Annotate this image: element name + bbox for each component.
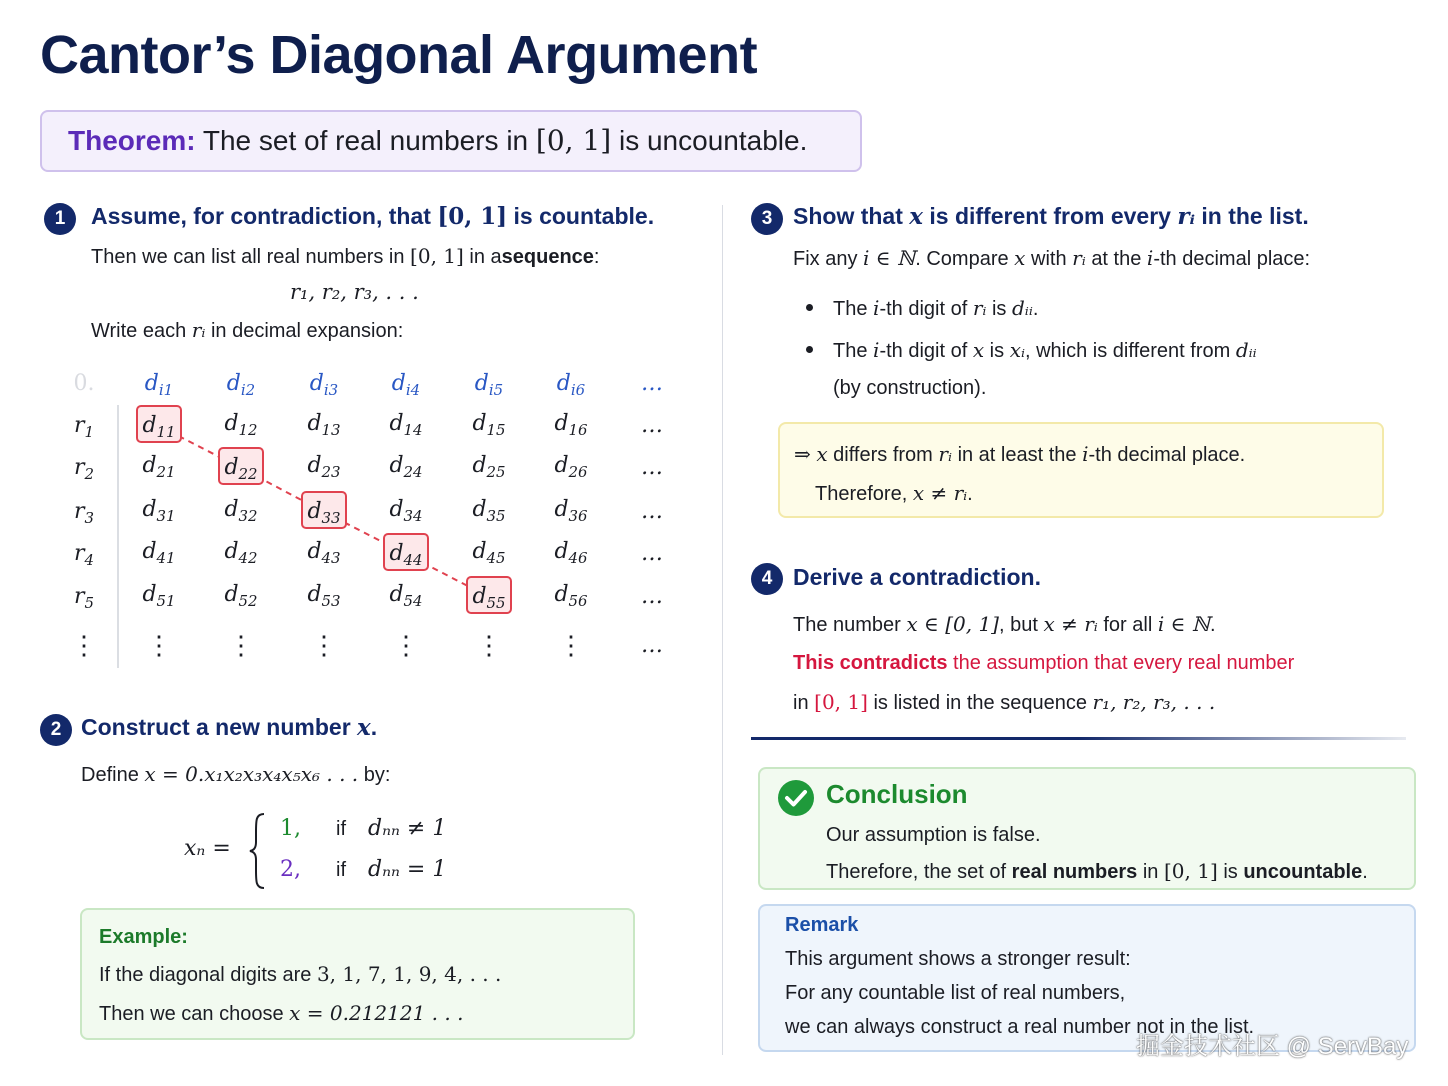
matrix-cell: $d_{31}$: [142, 497, 176, 526]
s4l3-a: in: [793, 692, 809, 714]
matrix-vdots: ⋮: [71, 631, 97, 661]
step1-heading-b: is countable.: [513, 203, 655, 229]
contradicts-bold: This contradicts: [793, 652, 948, 674]
matrix-cell: $d_{12}$: [224, 411, 258, 440]
tb2-a: Therefore,: [815, 483, 908, 505]
s4-expr2: x ≠ rᵢ: [1043, 612, 1098, 636]
page-title: Cantor’s Diagonal Argument: [40, 25, 758, 85]
matrix-cell: $d_{23}$: [307, 453, 341, 482]
matrix-header: $d_{i2}$: [226, 371, 256, 400]
step3-heading-a: Show that: [793, 203, 903, 229]
b2-dii: dᵢᵢ: [1235, 338, 1257, 362]
step2-define-b: by:: [363, 764, 391, 786]
b2-b: -th digit of: [879, 340, 968, 362]
conclusion-title: Conclusion: [826, 779, 968, 809]
matrix-header: $d_{i5}$: [474, 371, 504, 400]
tb-c: -th decimal place.: [1088, 444, 1246, 466]
c2-c: is: [1223, 861, 1238, 883]
matrix-cell: $d_{46}$: [554, 539, 588, 568]
remark-line1: This argument shows a stronger result:: [785, 948, 1131, 970]
matrix-cell: $d_{41}$: [142, 539, 176, 568]
piecewise-brace: [248, 812, 268, 890]
matrix-cell: $d_{21}$: [142, 453, 176, 482]
matrix-row-label: $r_5$: [73, 584, 95, 613]
theorem-text-b: is uncountable.: [618, 125, 808, 156]
b1-a: The: [833, 298, 868, 320]
example-line1-seq: 3, 1, 7, 1, 9, 4, . . .: [316, 962, 502, 986]
c2-bold2: uncountable: [1243, 861, 1363, 883]
matrix-row-label: $r_3$: [73, 499, 95, 528]
case2-if: if: [336, 859, 346, 881]
step1-line2-b: in decimal expansion:: [210, 320, 404, 342]
step4-line1: The number x ∈ [0, 1], but x ≠ rᵢ for all i ∈ ℕ.: [793, 612, 1216, 636]
matrix-cell: $d_{25}$: [472, 453, 506, 482]
c2-d: .: [1362, 861, 1368, 883]
bullet-dot: [806, 346, 813, 353]
b2-xi: xᵢ: [1009, 338, 1025, 362]
s4-c: for all: [1103, 614, 1153, 636]
c2-b: in: [1142, 861, 1159, 883]
remark-title: Remark: [785, 914, 859, 936]
matrix-cell: $d_{13}$: [307, 411, 341, 440]
b1-c: is: [991, 298, 1007, 320]
matrix-header: $d_{i6}$: [556, 371, 586, 400]
c2-bold: real numbers: [1011, 861, 1138, 883]
s3l1-r: rᵢ: [1072, 246, 1086, 270]
matrix-cell: $d_{36}$: [554, 497, 588, 526]
tb-i: i: [1082, 442, 1089, 466]
implies-arrow: ⇒: [794, 442, 811, 466]
step3-bullet2: [833, 338, 1257, 363]
case2-condition: dₙₙ = 1: [368, 857, 447, 882]
case1-value: 1,: [280, 816, 301, 841]
piecewise-lhs: xₙ =: [184, 836, 231, 861]
example-box: [80, 908, 635, 1040]
matrix-row-label: $r_4$: [73, 541, 95, 570]
matrix-cell: $d_{16}$: [554, 411, 588, 440]
step2-define-expr: x = 0.x₁x₂x₃x₄x₅x₆ . . .: [144, 762, 359, 786]
matrix-cell: $d_{35}$: [472, 497, 506, 526]
matrix-cell: $d_{24}$: [389, 453, 423, 482]
step2-define-a: Define: [81, 764, 139, 786]
matrix-header: $d_{i3}$: [309, 371, 339, 400]
step1-heading-a: Assume, for contradiction, that: [91, 203, 431, 229]
s3l1-d: at the: [1091, 248, 1142, 270]
s4-b: , but: [998, 614, 1038, 636]
matrix-corner-ellipsis: …: [641, 633, 663, 658]
matrix-vdots: ⋮: [476, 631, 502, 661]
c2-a: Therefore, the set of: [826, 861, 1007, 883]
conclusion-line2: [826, 859, 1368, 884]
s3l1-i: i: [1146, 246, 1154, 270]
bullet-dot: [806, 304, 813, 311]
matrix-cell: $d_{34}$: [389, 497, 423, 526]
step4-heading: Derive a contradiction.: [793, 564, 1041, 590]
b1-b: -th digit of: [879, 298, 968, 320]
theorem-text-a: The set of real numbers in: [202, 125, 529, 156]
example-line2-expr: x = 0.212121 . . .: [289, 1001, 464, 1025]
matrix-cell: $d_{45}$: [472, 539, 506, 568]
b2-d: , which is different from: [1025, 340, 1231, 362]
matrix-vdots: ⋮: [393, 631, 419, 661]
step2-heading-a: Construct a new number: [81, 714, 351, 740]
matrix-row-label: $r_2$: [73, 455, 95, 484]
matrix-cell: $d_{15}$: [472, 411, 506, 440]
step2-badge: 2: [40, 714, 72, 746]
matrix-vdots: ⋮: [311, 631, 337, 661]
s4l3-seq: r₁, r₂, r₃, . . .: [1092, 690, 1216, 714]
matrix-row-ellipsis: …: [641, 584, 663, 609]
matrix-diagonal-cell: $d_{55}$: [466, 576, 512, 614]
step1-line2-var: rᵢ: [191, 318, 206, 342]
remark-line2: For any countable list of real numbers,: [785, 982, 1126, 1004]
matrix-cell: $d_{42}$: [224, 539, 258, 568]
step1-heading-interval: [0, 1]: [437, 203, 508, 230]
step1-line1-a: Then we can list all real numbers in: [91, 246, 405, 268]
tb-r: rᵢ: [938, 442, 952, 466]
s3l1-a: Fix any: [793, 248, 858, 270]
remark-line3: we can always construct a real number not in the list.: [785, 1016, 1255, 1038]
matrix-row-ellipsis: …: [641, 541, 663, 566]
example-line1-a: If the diagonal digits are: [99, 964, 312, 986]
b2-a: The: [833, 340, 868, 362]
contradicts-rest: the assumption that every real number: [953, 652, 1295, 674]
step3-heading: [793, 203, 1309, 230]
matrix-header: $d_{i1}$: [144, 371, 174, 400]
matrix-cell: $d_{43}$: [307, 539, 341, 568]
step1-line2-a: Write each: [91, 320, 187, 342]
theorem-interval: [0, 1]: [535, 124, 612, 157]
step3-badge: 3: [751, 203, 783, 235]
s4l3-interval: [0, 1]: [814, 690, 868, 714]
matrix-diagonal-cell: $d_{44}$: [383, 533, 429, 571]
matrix-cell: $d_{52}$: [224, 582, 258, 611]
tb-b: in at least the: [957, 444, 1077, 466]
matrix-vdots: ⋮: [146, 631, 172, 661]
case1-if: if: [336, 818, 346, 840]
step1-line1-bold: sequence: [501, 246, 594, 268]
matrix-cell: $d_{51}$: [142, 582, 176, 611]
watermark: 掘金技术社区 @ ServBay: [1136, 1033, 1409, 1060]
matrix-header: $d_{i4}$: [391, 371, 421, 400]
c2-interval: [0, 1]: [1163, 859, 1218, 883]
example-line2: [99, 1001, 463, 1026]
s3l1-c: with: [1031, 248, 1067, 270]
step1-sequence: r₁, r₂, r₃, . . .: [290, 280, 419, 304]
matrix-cell: $d_{56}$: [554, 582, 588, 611]
matrix-cell: $d_{32}$: [224, 497, 258, 526]
therefore-line1: [794, 442, 1245, 467]
matrix-corner: 0.: [73, 371, 95, 396]
b2-x: x: [972, 338, 985, 362]
matrix-header-ellipsis: …: [641, 371, 663, 396]
s4-expr1: x ∈ [0, 1]: [906, 612, 999, 636]
matrix-cell: $d_{14}$: [389, 411, 423, 440]
s3l1-expr: i ∈ ℕ: [863, 246, 916, 270]
matrix-cell: $d_{53}$: [307, 582, 341, 611]
case2-value: 2,: [280, 857, 301, 882]
column-divider: [722, 205, 723, 1055]
step3-bullet2-cont: (by construction).: [833, 377, 987, 399]
matrix-vdots: ⋮: [558, 631, 584, 661]
conclusion-box: [758, 767, 1416, 890]
step1-badge: 1: [44, 203, 76, 235]
case1-condition: dₙₙ ≠ 1: [368, 816, 447, 841]
s3l1-e: -th decimal place:: [1153, 248, 1311, 270]
step2-heading-var: x: [357, 714, 371, 741]
conclusion-line1: Our assumption is false.: [826, 824, 1041, 846]
theorem-label: Theorem:: [68, 125, 196, 156]
b1-i: i: [873, 296, 880, 320]
b1-d: dᵢᵢ: [1012, 296, 1033, 320]
s4-a: The number: [793, 614, 901, 636]
therefore-box: [778, 422, 1384, 518]
example-line2-a: Then we can choose: [99, 1003, 284, 1025]
matrix-cell: $d_{26}$: [554, 453, 588, 482]
step1-line1-c: :: [593, 246, 600, 268]
step3-heading-b: is different from every: [929, 203, 1171, 229]
step1-line1-interval: [0, 1]: [410, 244, 464, 268]
matrix-diagonal-cell: $d_{22}$: [218, 447, 264, 485]
section-rule: [751, 737, 1406, 740]
matrix-cell: $d_{54}$: [389, 582, 423, 611]
s3l1-b: . Compare: [915, 248, 1009, 270]
example-line1: [99, 962, 501, 987]
tb2-expr: x ≠ rᵢ: [912, 481, 968, 505]
tb-a: differs from: [833, 444, 933, 466]
step3-heading-c: in the list.: [1201, 203, 1309, 229]
step4-line3: [793, 690, 1215, 715]
step3-heading-var: x: [909, 203, 923, 230]
matrix-vdots: ⋮: [228, 631, 254, 661]
tb-x: x: [816, 442, 828, 466]
step1-line1-b: in a: [469, 246, 502, 268]
diagonal-path: [0, 0, 722, 700]
step2-define: [81, 762, 390, 787]
step3-heading-var2: rᵢ: [1177, 203, 1195, 230]
step3-bullet1: The i-th digit of rᵢ is dᵢᵢ.: [833, 296, 1039, 320]
step4-badge: 4: [751, 563, 783, 595]
matrix-diagonal-cell: $d_{33}$: [301, 491, 347, 529]
matrix-row-ellipsis: …: [641, 455, 663, 480]
s4-expr3: i ∈ ℕ: [1157, 612, 1211, 636]
check-circle-icon: [777, 779, 815, 817]
b2-i: i: [873, 338, 880, 362]
therefore-line2: Therefore, x ≠ rᵢ.: [815, 481, 973, 505]
matrix-row-ellipsis: …: [641, 499, 663, 524]
matrix-diagonal-cell: $d_{11}$: [136, 405, 182, 443]
step4-line2: [793, 652, 1294, 675]
step3-line1: [793, 246, 1310, 271]
b1-r: rᵢ: [972, 296, 987, 320]
example-label: Example:: [99, 926, 188, 948]
step2-heading: Construct a new number x.: [81, 714, 378, 741]
b2-c: is: [989, 340, 1005, 362]
s4l3-b: is listed in the sequence: [873, 692, 1087, 714]
s3l1-x: x: [1014, 246, 1026, 270]
matrix-row-label: $r_1$: [73, 413, 95, 442]
matrix-row-ellipsis: …: [641, 413, 663, 438]
